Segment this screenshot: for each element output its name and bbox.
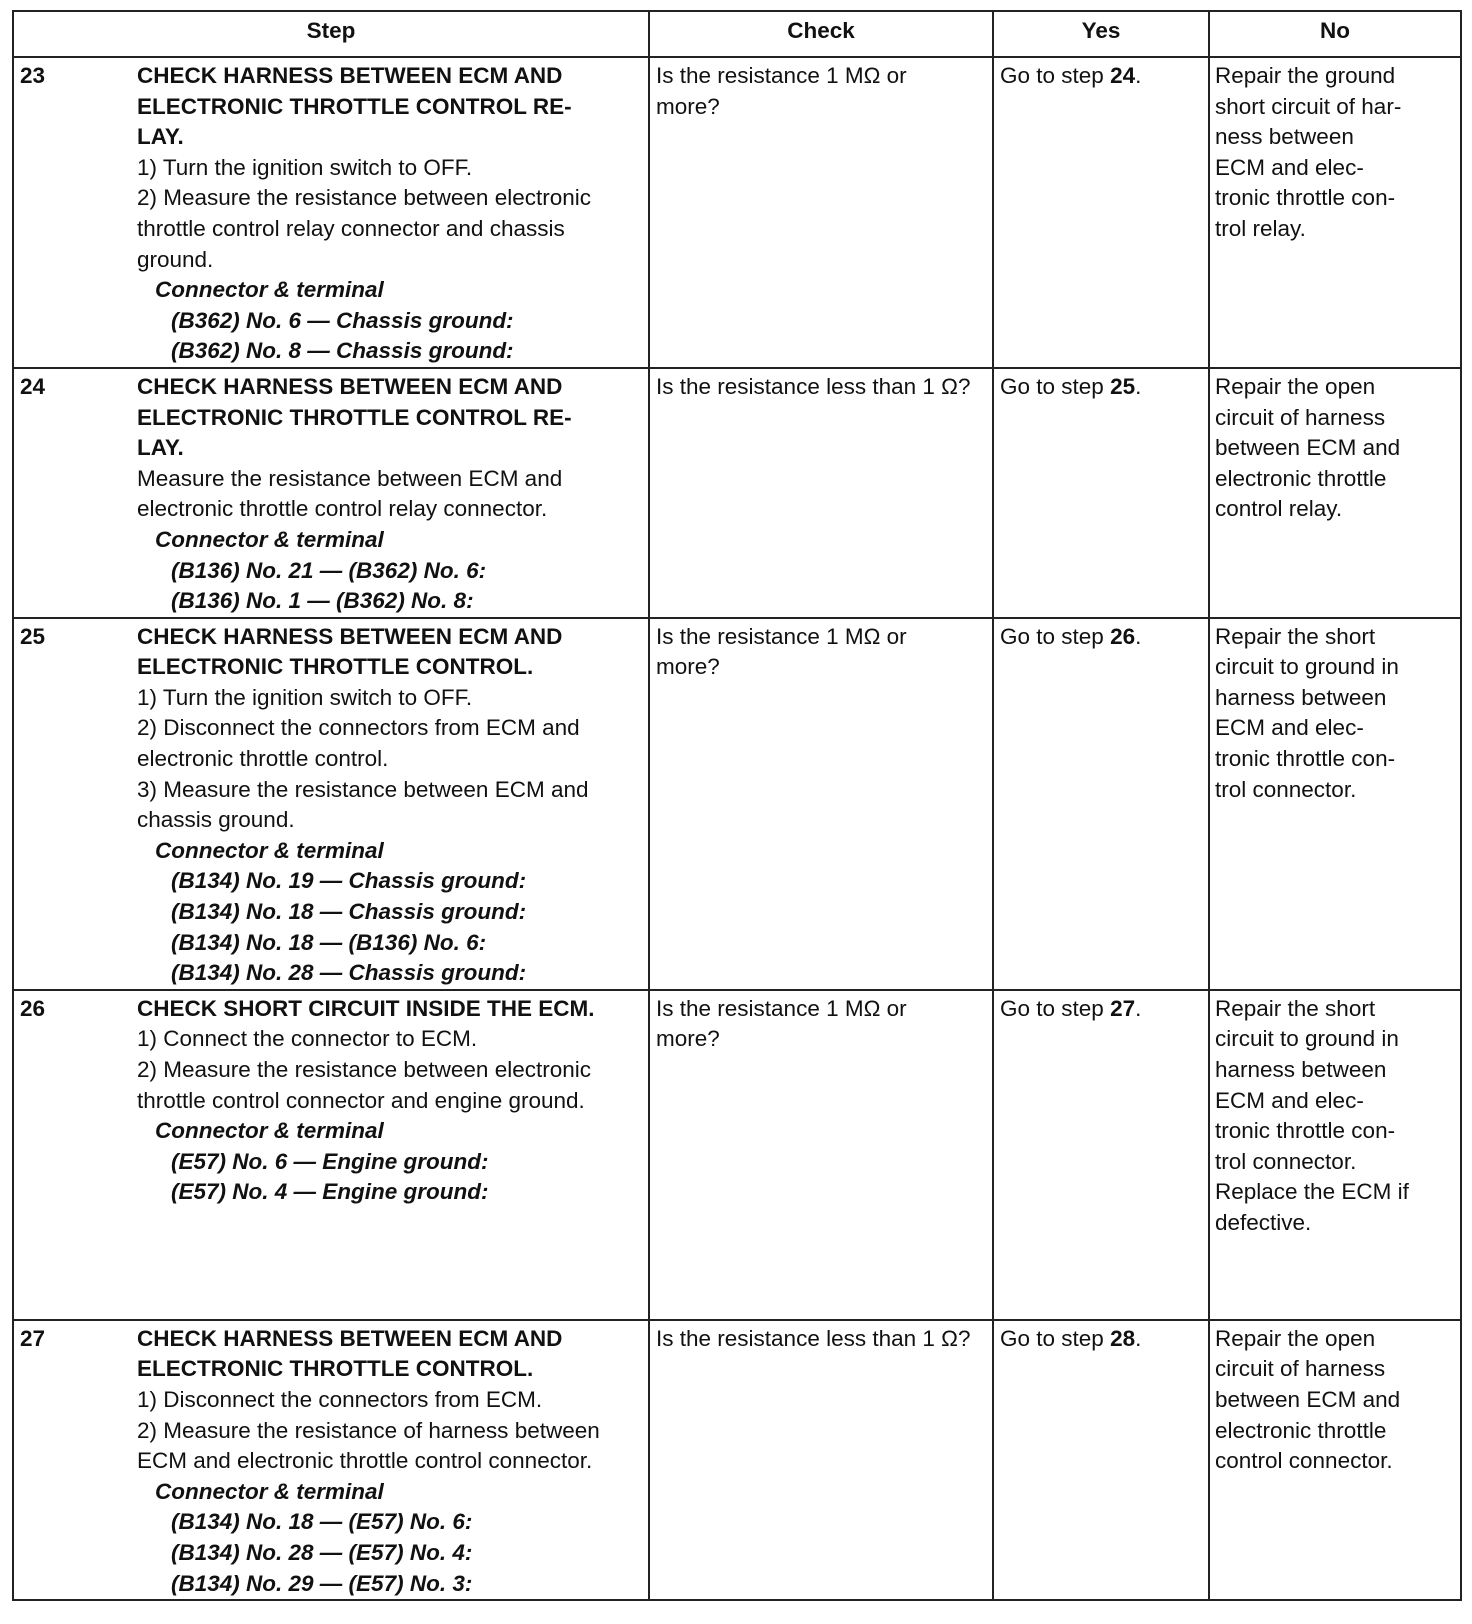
step-number: 23	[20, 63, 46, 88]
yes-suffix: .	[1135, 995, 1142, 1021]
header-row	[13, 11, 1461, 57]
step-title-line: CHECK HARNESS BETWEEN ECM AND	[137, 63, 563, 88]
step-title-line: CHECK HARNESS BETWEEN ECM AND	[137, 373, 563, 399]
table-body	[13, 57, 1461, 1600]
step-cell	[13, 368, 649, 618]
no-line: Repair the short	[1215, 623, 1376, 649]
step-title-line: ELECTRONIC THROTTLE CONTROL.	[137, 654, 534, 680]
no-line: ECM and elec-	[1215, 715, 1364, 741]
connector-terminal-line: (B134) No. 28 — Chassis ground:	[171, 960, 527, 986]
no-line: Repair the open	[1215, 373, 1376, 399]
yes-line	[1000, 622, 1204, 653]
yes-line	[1000, 61, 1204, 92]
connector-terminal-line: (B134) No. 29 — (E57) No. 3:	[171, 1570, 473, 1596]
no-line: ness between	[1215, 124, 1354, 150]
step-instruction-line: 1) Turn the ignition switch to OFF.	[137, 154, 473, 180]
yes-line	[1000, 372, 1204, 403]
yes-prefix: Go to step	[1000, 623, 1111, 649]
connector-terminal-line: (B134) No. 18 — (E57) No. 6:	[171, 1509, 473, 1535]
yes-cell	[993, 57, 1209, 368]
diagnostic-procedure-page	[12, 10, 1460, 1601]
check-line: more?	[656, 654, 720, 680]
no-line: short circuit of har-	[1215, 93, 1402, 119]
step-title-line: CHECK SHORT CIRCUIT INSIDE THE ECM.	[137, 995, 595, 1021]
connector-heading: Connector & terminal	[155, 1478, 384, 1504]
no-cell	[1209, 618, 1461, 990]
connector-terminal-line: (B134) No. 19 — Chassis ground:	[171, 868, 527, 894]
connector-terminal-line: (B136) No. 1 — (B362) No. 8:	[171, 588, 474, 614]
step-title-line: ELECTRONIC THROTTLE CONTROL.	[137, 1356, 534, 1382]
no-line: circuit to ground in	[1215, 1026, 1399, 1052]
no-line: harness between	[1215, 1057, 1387, 1082]
yes-cell	[993, 618, 1209, 990]
step-instruction-line: ground.	[137, 246, 214, 272]
no-line: Repair the open	[1215, 1325, 1376, 1351]
no-line: Repair the short	[1215, 995, 1376, 1021]
connector-heading: Connector & terminal	[155, 526, 384, 552]
no-cell	[1209, 990, 1461, 1320]
table-row	[13, 57, 1461, 368]
check-cell	[649, 1320, 993, 1600]
step-wrapper	[20, 1324, 644, 1599]
yes-cell	[993, 368, 1209, 618]
step-body	[137, 994, 644, 1208]
header-yes: Yes	[993, 11, 1209, 57]
step-number: 25	[20, 623, 46, 649]
no-line: control connector.	[1215, 1448, 1393, 1474]
yes-suffix: .	[1135, 1325, 1142, 1351]
step-title-line: LAY.	[137, 435, 184, 461]
yes-suffix: .	[1135, 623, 1142, 649]
no-line: trol relay.	[1215, 215, 1306, 241]
step-body	[137, 622, 644, 989]
no-line: trol connector.	[1215, 776, 1357, 802]
table-row	[13, 1320, 1461, 1600]
step-instruction-line: 2) Measure the resistance between electronic	[137, 1057, 591, 1082]
yes-cell	[993, 1320, 1209, 1600]
yes-step-ref: 24	[1110, 63, 1136, 88]
step-title-line: LAY.	[137, 124, 184, 150]
connector-terminal-line: (B134) No. 18 — Chassis ground:	[171, 899, 527, 925]
header-step: Step	[13, 11, 649, 57]
step-instruction-line: throttle control relay connector and chassis	[137, 215, 565, 241]
connector-terminal-line: (B362) No. 8 — Chassis ground:	[171, 338, 514, 364]
step-instruction-line: 3) Measure the resistance between ECM and	[137, 776, 589, 802]
connector-heading: Connector & terminal	[155, 277, 384, 303]
step-instruction-line: electronic throttle control relay connector.	[137, 496, 548, 522]
yes-cell	[993, 990, 1209, 1320]
connector-terminal-line: (B362) No. 6 — Chassis ground:	[171, 307, 514, 333]
yes-line	[1000, 994, 1204, 1025]
yes-prefix: Go to step	[1000, 373, 1111, 399]
check-cell	[649, 57, 993, 368]
table-row	[13, 368, 1461, 618]
step-instruction-line: ECM and electronic throttle control connector.	[137, 1448, 593, 1474]
no-line: between ECM and	[1215, 435, 1401, 461]
no-line: ECM and elec-	[1215, 154, 1364, 180]
connector-terminal-line: (E57) No. 6 — Engine ground:	[171, 1148, 489, 1174]
step-wrapper	[20, 372, 644, 617]
yes-step-ref: 25	[1110, 373, 1136, 399]
step-title-line: CHECK HARNESS BETWEEN ECM AND	[137, 1325, 563, 1351]
table-row	[13, 618, 1461, 990]
yes-prefix: Go to step	[1000, 995, 1111, 1021]
header-check: Check	[649, 11, 993, 57]
step-number: 27	[20, 1325, 46, 1351]
no-line: ECM and elec-	[1215, 1087, 1364, 1113]
connector-terminal-line: (B134) No. 18 — (B136) No. 6:	[171, 929, 487, 955]
check-line: Is the resistance 1 MΩ or	[656, 623, 907, 649]
no-line: circuit to ground in	[1215, 654, 1399, 680]
step-title-line: ELECTRONIC THROTTLE CONTROL RE-	[137, 404, 572, 430]
step-number: 24	[20, 373, 46, 399]
check-line: Is the resistance less than 1 Ω?	[656, 373, 971, 399]
check-cell	[649, 368, 993, 618]
header-no: No	[1209, 11, 1461, 57]
no-line: harness between	[1215, 684, 1387, 710]
step-instruction-line: throttle control connector and engine ground.	[137, 1087, 585, 1113]
check-cell	[649, 618, 993, 990]
no-line: circuit of harness	[1215, 1356, 1386, 1382]
yes-prefix: Go to step	[1000, 63, 1111, 88]
check-line: more?	[656, 93, 720, 119]
connector-heading: Connector & terminal	[155, 837, 384, 863]
yes-step-ref: 28	[1110, 1325, 1136, 1351]
step-wrapper	[20, 994, 644, 1208]
check-line: more?	[656, 1026, 720, 1052]
step-instruction-line: electronic throttle control.	[137, 746, 389, 772]
step-instruction-line: chassis ground.	[137, 807, 295, 833]
step-instruction-line: 2) Measure the resistance between electronic	[137, 185, 591, 211]
step-wrapper	[20, 622, 644, 989]
step-instruction-line: Measure the resistance between ECM and	[137, 465, 563, 491]
step-instruction-line: 1) Disconnect the connectors from ECM.	[137, 1387, 543, 1412]
check-cell	[649, 990, 993, 1320]
step-instruction-line: 2) Measure the resistance of harness between	[137, 1417, 600, 1443]
step-instruction-line: 1) Connect the connector to ECM.	[137, 1026, 478, 1052]
step-number: 26	[20, 995, 46, 1021]
connector-terminal-line: (B136) No. 21 — (B362) No. 6:	[171, 557, 487, 583]
no-line: control relay.	[1215, 496, 1343, 522]
no-line: circuit of harness	[1215, 404, 1386, 430]
table-row	[13, 990, 1461, 1320]
yes-step-ref: 27	[1110, 995, 1136, 1021]
step-cell	[13, 1320, 649, 1600]
yes-line	[1000, 1324, 1204, 1355]
connector-terminal-line: (E57) No. 4 — Engine ground:	[171, 1179, 489, 1205]
connector-heading: Connector & terminal	[155, 1118, 384, 1144]
yes-step-ref: 26	[1110, 623, 1136, 649]
no-line: trol connector.	[1215, 1148, 1357, 1174]
step-cell	[13, 618, 649, 990]
connector-terminal-line: (B134) No. 28 — (E57) No. 4:	[171, 1539, 473, 1565]
step-instruction-line: 1) Turn the ignition switch to OFF.	[137, 684, 473, 710]
no-line: Repair the ground	[1215, 63, 1396, 88]
step-body	[137, 61, 644, 367]
no-line: tronic throttle con-	[1215, 1118, 1396, 1144]
step-title-line: ELECTRONIC THROTTLE CONTROL RE-	[137, 93, 572, 119]
no-cell	[1209, 368, 1461, 618]
no-line: defective.	[1215, 1209, 1312, 1235]
yes-prefix: Go to step	[1000, 1325, 1111, 1351]
no-cell	[1209, 1320, 1461, 1600]
no-cell	[1209, 57, 1461, 368]
check-line: Is the resistance 1 MΩ or	[656, 995, 907, 1021]
step-cell	[13, 57, 649, 368]
step-instruction-line: 2) Disconnect the connectors from ECM and	[137, 715, 580, 741]
no-line: between ECM and	[1215, 1387, 1401, 1412]
yes-suffix: .	[1135, 63, 1142, 88]
no-line: electronic throttle	[1215, 1417, 1387, 1443]
step-title-line: CHECK HARNESS BETWEEN ECM AND	[137, 623, 563, 649]
step-body	[137, 1324, 644, 1599]
step-wrapper	[20, 61, 644, 367]
yes-suffix: .	[1135, 373, 1142, 399]
no-line: Replace the ECM if	[1215, 1179, 1409, 1205]
step-cell	[13, 990, 649, 1320]
check-line: Is the resistance less than 1 Ω?	[656, 1325, 971, 1351]
diagnostic-table	[12, 10, 1462, 1601]
no-line: electronic throttle	[1215, 465, 1387, 491]
step-body	[137, 372, 644, 617]
no-line: tronic throttle con-	[1215, 746, 1396, 772]
check-line: Is the resistance 1 MΩ or	[656, 63, 907, 88]
no-line: tronic throttle con-	[1215, 185, 1396, 211]
